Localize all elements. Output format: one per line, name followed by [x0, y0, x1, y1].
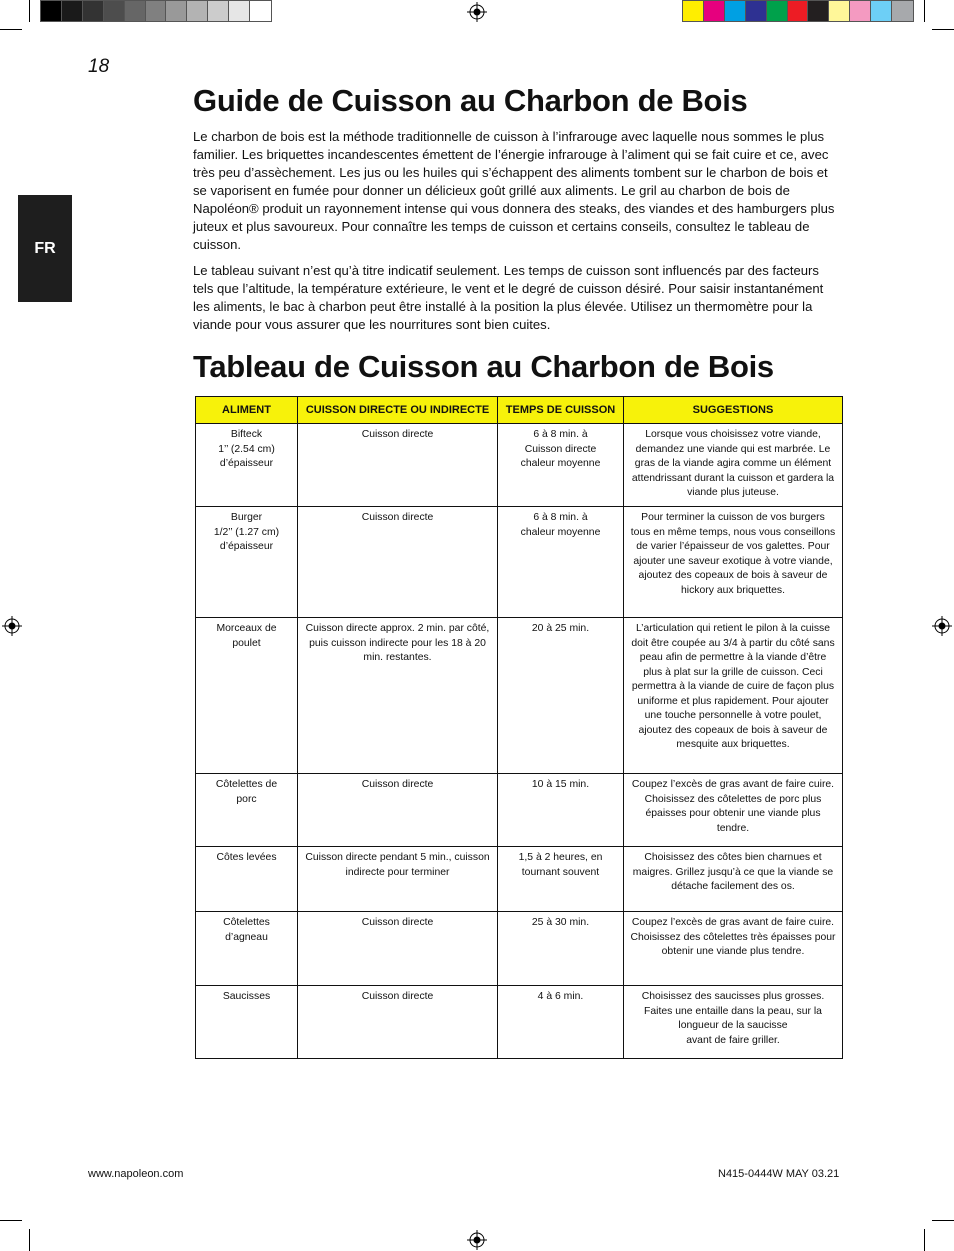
cell-aliment: Morceaux de poulet: [196, 618, 298, 774]
grayscale-swatch: [229, 1, 250, 21]
cell-cuisson: Cuisson directe: [298, 507, 498, 618]
cell-cuisson: Cuisson directe: [298, 774, 498, 847]
cell-temps: 10 à 15 min.: [498, 774, 624, 847]
grayscale-swatch: [83, 1, 104, 21]
cell-temps: 6 à 8 min. à chaleur moyenne: [498, 507, 624, 618]
crop-mark-top-left-v: [29, 0, 30, 22]
color-swatch: [767, 1, 788, 21]
cooking-table: [195, 396, 843, 1059]
color-swatch: [829, 1, 850, 21]
grayscale-swatch: [104, 1, 125, 21]
header-aliment: ALIMENT: [196, 397, 298, 424]
guide-title: Guide de Cuisson au Charbon de Bois: [193, 83, 748, 118]
color-swatch: [788, 1, 809, 21]
grayscale-swatch: [208, 1, 229, 21]
cell-aliment: Côtes levées: [196, 847, 298, 912]
registration-mark-bottom: [467, 1230, 487, 1250]
color-swatch: [725, 1, 746, 21]
grayscale-swatch: [187, 1, 208, 21]
crop-mark-top-right-h: [932, 29, 954, 30]
cmyk-color-bar: [682, 0, 914, 22]
grayscale-swatch: [146, 1, 167, 21]
cell-aliment: Bifteck 1’’ (2.54 cm) d’épaisseur: [196, 424, 298, 507]
color-swatch: [683, 1, 704, 21]
cell-suggestions: Coupez l’excès de gras avant de faire cuire. Choisissez des côtelettes très épaisses pour obtenir une viande plus tendre.: [624, 912, 843, 986]
grayscale-swatch: [250, 1, 271, 21]
crop-mark-bottom-right-h: [932, 1220, 954, 1221]
color-swatch: [704, 1, 725, 21]
color-swatch: [871, 1, 892, 21]
cell-suggestions: L’articulation qui retient le pilon à la cuisse doit être coupée au 3/4 à partir du côté sans peau afin de permettre à la viande d’être plus à plat sur la grille de cuisson. Ceci permettra à la viande de cuire de façon plus uniforme et plus rapidement. Pour ajouter une touche personnelle à votre poulet, ajoutez des copeaux de bois à saveur de mesquite aux briquettes.: [624, 618, 843, 774]
table-row: [196, 618, 843, 774]
crop-mark-top-left-h: [0, 29, 22, 30]
footer-doc-code: N415-0444W MAY 03.21: [718, 1168, 840, 1180]
cell-temps: 4 à 6 min.: [498, 986, 624, 1059]
table-row: [196, 847, 843, 912]
cell-temps: 20 à 25 min.: [498, 618, 624, 774]
guide-paragraph-2: Le tableau suivant n’est qu’à titre indicatif seulement. Les temps de cuisson sont influencés par des facteurs tels que l’altitude, la température extérieure, le vent et le degré de cuisson désiré. Pour saisir instantanément les aliments, le bac à charbon peut être installé à la position la plus élevée. Utilisez un thermomètre pour la viande pour vous assurer que les nourritures sont bien cuites.: [193, 263, 824, 332]
crop-mark-top-right-v: [924, 0, 925, 22]
cell-suggestions: Choisissez des saucisses plus grosses. Faites une entaille dans la peau, sur la longueur de la saucisse avant de faire griller.: [624, 986, 843, 1059]
header-temps: TEMPS DE CUISSON: [498, 397, 624, 424]
table-row: [196, 507, 843, 618]
crop-mark-bottom-left-h: [0, 1220, 22, 1221]
cell-aliment: Saucisses: [196, 986, 298, 1059]
registration-mark-right: [932, 616, 952, 636]
header-suggestions: SUGGESTIONS: [624, 397, 843, 424]
header-cuisson: CUISSON DIRECTE OU INDIRECTE: [298, 397, 498, 424]
cell-temps: 1,5 à 2 heures, en tournant souvent: [498, 847, 624, 912]
grayscale-swatch: [41, 1, 62, 21]
table-row: [196, 774, 843, 847]
table-row: [196, 986, 843, 1059]
crop-mark-bottom-right-v: [924, 1229, 925, 1251]
table-row: [196, 424, 843, 507]
cell-cuisson: Cuisson directe approx. 2 min. par côté, puis cuisson indirecte pour les 18 à 20 min. restantes.: [298, 618, 498, 774]
grayscale-swatch: [125, 1, 146, 21]
cell-aliment: Burger 1/2’’ (1.27 cm) d’épaisseur: [196, 507, 298, 618]
cell-temps: 6 à 8 min. à Cuisson directe chaleur moyenne: [498, 424, 624, 507]
table-title: Tableau de Cuisson au Charbon de Bois: [193, 349, 774, 384]
registration-mark-left: [2, 616, 22, 636]
color-swatch: [808, 1, 829, 21]
cell-suggestions: Pour terminer la cuisson de vos burgers tous en même temps, nous vous conseillons de varier l’épaisseur de vos galettes. Pour ajouter une saveur exotique à votre viande, ajoutez des copeaux de bois à saveur de hickory aux briquettes.: [624, 507, 843, 618]
page-number: 18: [88, 56, 110, 77]
language-tab: FR: [18, 195, 72, 302]
cell-suggestions: Choisissez des côtes bien charnues et maigres. Grillez jusqu’à ce que la viande se détache facilement des os.: [624, 847, 843, 912]
cell-cuisson: Cuisson directe: [298, 986, 498, 1059]
footer-website: www.napoleon.com: [88, 1168, 184, 1180]
cell-cuisson: Cuisson directe: [298, 912, 498, 986]
table-header-row: [196, 397, 843, 424]
crop-mark-bottom-left-v: [29, 1229, 30, 1251]
cell-cuisson: Cuisson directe: [298, 424, 498, 507]
cell-aliment: Côtelettes d’agneau: [196, 912, 298, 986]
color-swatch: [892, 1, 913, 21]
table-row: [196, 912, 843, 986]
grayscale-swatch: [62, 1, 83, 21]
registration-mark-top: [467, 2, 487, 22]
cell-cuisson: Cuisson directe pendant 5 min., cuisson indirecte pour terminer: [298, 847, 498, 912]
color-swatch: [850, 1, 871, 21]
cell-aliment: Côtelettes de porc: [196, 774, 298, 847]
cell-temps: 25 à 30 min.: [498, 912, 624, 986]
cell-suggestions: Lorsque vous choisissez votre viande, demandez une viande qui est marbrée. Le gras de la viande agira comme un élément attendrissant durant la cuisson et gardera la viande plus juteuse.: [624, 424, 843, 507]
cell-suggestions: Coupez l’excès de gras avant de faire cuire. Choisissez des côtelettes de porc plus épaisses pour obtenir une viande plus tendre.: [624, 774, 843, 847]
grayscale-color-bar: [40, 0, 272, 22]
grayscale-swatch: [166, 1, 187, 21]
guide-paragraph-1: Le charbon de bois est la méthode traditionnelle de cuisson à l’infrarouge avec laquelle nous sommes le plus familier. Les briquettes incandescentes émettent de l’énergie infrarouge à l’aliment qui se fait cuire et ce, avec très peu d’assèchement. Les jus ou les huiles qui s’échappent des aliments tombent sur le charbon de bois et se vaporisent en fumée pour donner un délicieux goût grillé aux aliments. Le gril au charbon de bois de Napoléon® produit un rayonnement intense qui vous donnera des steaks, des viandes et des hamburgers plus juteux et plus savoureux. Pour connaître les temps de cuisson et certains conseils, consultez le tableau de cuisson.: [193, 129, 835, 252]
color-swatch: [746, 1, 767, 21]
